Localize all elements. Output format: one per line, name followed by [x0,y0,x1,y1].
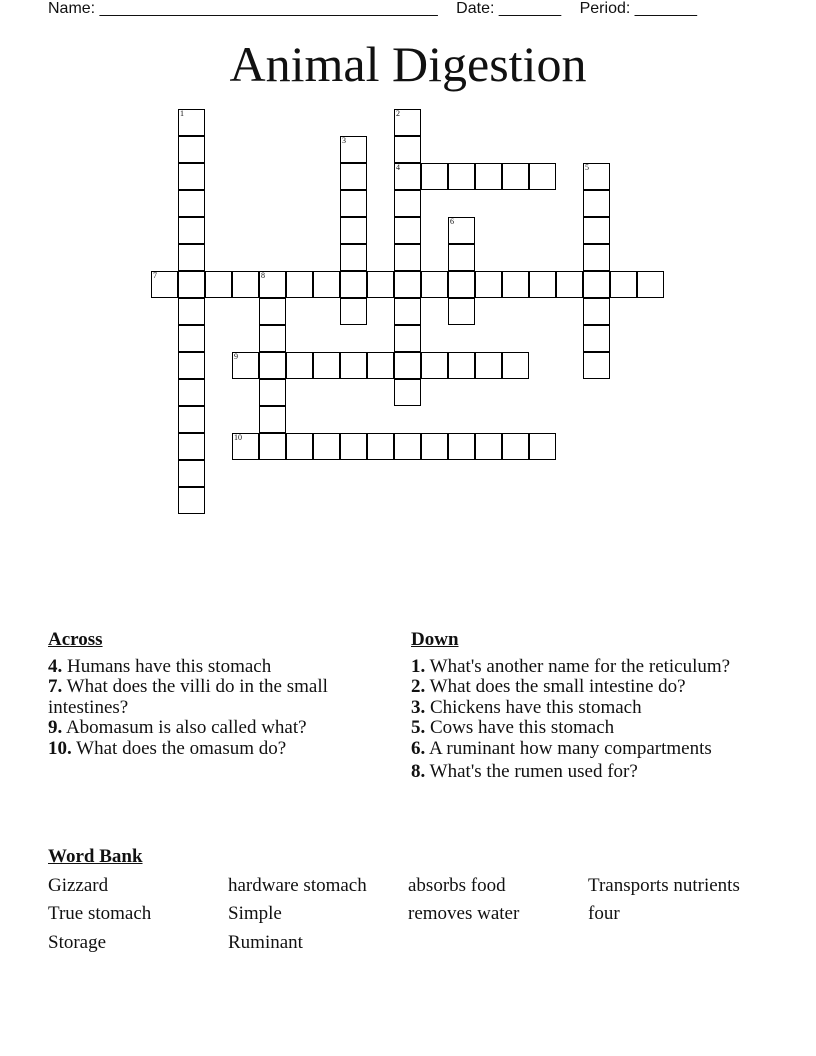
grid-cell[interactable] [448,217,475,244]
clue-down-8: 8. What's the rumen used for? [411,761,638,782]
word-bank-item: removes water [408,903,520,924]
word-bank-item: Simple [228,903,282,924]
grid-cell[interactable] [340,190,367,217]
grid-cell[interactable] [502,163,529,190]
grid-cell[interactable] [232,352,259,379]
grid-cell[interactable] [232,433,259,460]
grid-cell[interactable] [286,352,313,379]
grid-cell[interactable] [259,379,286,406]
grid-cell[interactable] [178,433,205,460]
grid-cell[interactable] [394,379,421,406]
grid-cell[interactable] [421,433,448,460]
grid-cell[interactable] [313,352,340,379]
down-clues [411,630,741,783]
grid-cell[interactable] [259,325,286,352]
clue-down-5: 5. Cows have this stomach [411,717,615,738]
grid-cell[interactable] [448,244,475,271]
name-field[interactable]: Name: ______________________________________ [48,0,438,17]
clue-across-7: 7. What does the villi do in the small intestines? [48,676,328,718]
word-bank-item: True stomach [48,903,152,924]
grid-cell[interactable] [340,433,367,460]
grid-cell[interactable] [529,433,556,460]
grid-cell[interactable] [421,271,448,298]
grid-cell[interactable] [367,352,394,379]
grid-cell[interactable] [340,298,367,325]
grid-cell[interactable] [340,217,367,244]
grid-cell[interactable] [394,163,421,190]
grid-cell[interactable] [259,433,286,460]
word-bank-item: four [588,903,620,924]
grid-cell[interactable] [529,271,556,298]
grid-cell[interactable] [178,271,205,298]
grid-cell[interactable] [178,190,205,217]
word-bank-heading: Word Bank [48,846,143,867]
grid-cell[interactable] [583,325,610,352]
grid-cell[interactable] [232,271,259,298]
grid-cell[interactable] [313,433,340,460]
clue-number: 8 [261,271,265,280]
grid-cell[interactable] [394,271,421,298]
grid-cell[interactable] [529,163,556,190]
across-heading: Across [48,629,103,650]
clue-number: 9 [234,352,238,361]
grid-cell[interactable] [178,325,205,352]
grid-cell[interactable] [448,163,475,190]
grid-cell[interactable] [313,271,340,298]
grid-cell[interactable] [151,271,178,298]
grid-cell[interactable] [286,271,313,298]
grid-cell[interactable] [178,352,205,379]
page-title: Animal Digestion [229,36,587,92]
grid-cell[interactable] [394,298,421,325]
grid-cell[interactable] [178,406,205,433]
grid-cell[interactable] [448,352,475,379]
grid-cell[interactable] [340,271,367,298]
grid-cell[interactable] [394,190,421,217]
grid-cell[interactable] [205,271,232,298]
clue-number: 7 [153,271,157,280]
grid-cell[interactable] [583,298,610,325]
grid-cell[interactable] [178,379,205,406]
clue-down-6: 6. A ruminant how many compartments [411,737,712,759]
grid-cell[interactable] [178,109,205,136]
grid-cell[interactable] [394,109,421,136]
clue-down-2: 2. What does the small intestine do? [411,676,686,697]
grid-cell[interactable] [286,433,313,460]
clue-down-1: 1. What's another name for the reticulum? [411,655,731,677]
grid-cell[interactable] [178,244,205,271]
clue-across-9: 9. Abomasum is also called what? [48,717,307,738]
grid-cell[interactable] [583,163,610,190]
date-field[interactable]: Date: _______ [456,0,562,17]
grid-cell[interactable] [394,136,421,163]
word-bank-item: Storage [48,932,107,953]
clue-number: 5 [585,163,589,172]
grid-cell[interactable] [502,433,529,460]
grid-cell[interactable] [556,271,583,298]
word-bank-item: hardware stomach [228,875,367,896]
grid-cell[interactable] [367,271,394,298]
grid-cell[interactable] [340,163,367,190]
grid-cell[interactable] [178,163,205,190]
grid-cell[interactable] [583,190,610,217]
grid-cell[interactable] [421,163,448,190]
grid-cell[interactable] [448,433,475,460]
grid-cell[interactable] [637,271,664,298]
down-heading: Down [411,629,459,650]
grid-cell[interactable] [178,460,205,487]
grid-cell[interactable] [394,217,421,244]
grid-cell[interactable] [340,352,367,379]
period-field[interactable]: Period: _______ [579,0,698,17]
grid-cell[interactable] [448,271,475,298]
word-bank-item: Transports nutrients [588,875,740,896]
grid-cell[interactable] [475,163,502,190]
grid-cell[interactable] [178,298,205,325]
grid-cell[interactable] [583,217,610,244]
grid-cell[interactable] [259,298,286,325]
grid-cell[interactable] [178,217,205,244]
grid-cell[interactable] [475,271,502,298]
grid-cell[interactable] [367,433,394,460]
grid-cell[interactable] [583,352,610,379]
grid-cell[interactable] [610,271,637,298]
clue-down-3: 3. Chickens have this stomach [411,696,642,718]
clue-across-4: 4. Humans have this stomach [48,655,272,677]
clue-number: 10 [234,433,242,442]
grid-cell[interactable] [502,352,529,379]
clue-across-10: 10. What does the omasum do? [48,737,287,759]
grid-cell[interactable] [394,244,421,271]
grid-cell[interactable] [475,352,502,379]
clue-number: 4 [396,163,400,172]
grid-cell[interactable] [178,136,205,163]
grid-cell[interactable] [448,298,475,325]
grid-cell[interactable] [421,352,448,379]
grid-cell[interactable] [394,352,421,379]
grid-cell[interactable] [259,271,286,298]
grid-cell[interactable] [394,433,421,460]
grid-cell[interactable] [340,136,367,163]
clue-number: 1 [180,109,184,118]
grid-cell[interactable] [178,487,205,514]
word-bank-item: absorbs food [408,875,506,896]
grid-cell[interactable] [259,406,286,433]
grid-cell[interactable] [259,352,286,379]
word-bank-item: Ruminant [228,932,303,953]
grid-cell[interactable] [502,271,529,298]
clue-number: 2 [396,109,400,118]
across-clues [48,630,378,759]
grid-cell[interactable] [394,325,421,352]
grid-cell[interactable] [583,271,610,298]
grid-cell[interactable] [340,244,367,271]
clue-number: 6 [450,217,454,226]
clue-number: 3 [342,136,346,145]
grid-cell[interactable] [475,433,502,460]
grid-cell[interactable] [583,244,610,271]
word-bank-item: Gizzard [48,875,109,896]
